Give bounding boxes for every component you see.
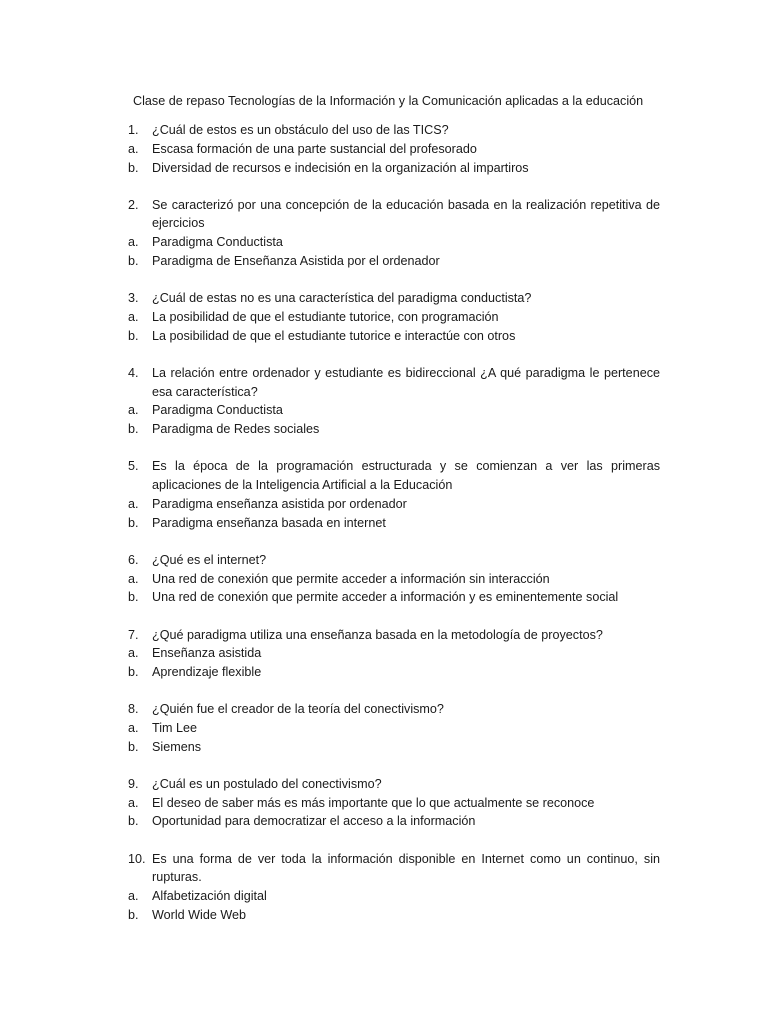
answer-option [128, 401, 660, 420]
answer-option [128, 327, 660, 346]
option-text: Diversidad de recursos e indecisión en la organización al impartiros [152, 160, 529, 175]
option-text: Alfabetización digital [152, 889, 267, 904]
question-number: 2. [128, 197, 139, 212]
answer-option [128, 252, 660, 271]
option-letter: a. [128, 235, 139, 250]
document-title: Clase de repaso Tecnologías de la Información y la Comunicación aplicadas a la educación [133, 94, 644, 108]
question-number: 6. [128, 552, 139, 567]
question-block [128, 196, 660, 271]
question-stem [128, 121, 660, 140]
option-letter: b. [128, 254, 139, 269]
option-letter: b. [128, 422, 139, 437]
option-letter: a. [128, 496, 139, 511]
question-text: ¿Cuál es un postulado del conectivismo? [152, 776, 382, 791]
question-text: Es la época de la programación estructurada y se comienzan a ver las primeras aplicaciones de la Inteligencia Artificial a la Educación [152, 459, 660, 493]
question-number: 9. [128, 776, 139, 791]
option-letter: a. [128, 795, 139, 810]
question-stem [128, 289, 660, 308]
answer-option [128, 794, 660, 813]
answer-option [128, 906, 660, 925]
option-text: Siemens [152, 739, 201, 754]
answer-option [128, 570, 660, 589]
option-text: Paradigma de Redes sociales [152, 422, 320, 437]
answer-option [128, 738, 660, 757]
option-letter: a. [128, 141, 139, 156]
question-list [128, 121, 660, 943]
option-letter: b. [128, 739, 139, 754]
question-stem [128, 364, 660, 402]
option-text: Aprendizaje flexible [152, 665, 262, 680]
option-text: World Wide Web [152, 907, 247, 922]
option-letter: a. [128, 646, 139, 661]
question-stem [128, 850, 660, 888]
option-text: El deseo de saber más es más importante que lo que actualmente se reconoce [152, 795, 595, 810]
option-letter: b. [128, 814, 139, 829]
answer-option [128, 514, 660, 533]
question-block [128, 121, 660, 177]
option-text: Paradigma Conductista [152, 235, 283, 250]
answer-option [128, 812, 660, 831]
question-stem [128, 551, 660, 570]
answer-option [128, 588, 660, 607]
option-text: Paradigma de Enseñanza Asistida por el ordenador [152, 254, 440, 269]
option-text: Oportunidad para democratizar el acceso a la información [152, 814, 476, 829]
answer-option [128, 719, 660, 738]
option-letter: a. [128, 403, 139, 418]
question-text: La relación entre ordenador y estudiante es bidireccional ¿A qué paradigma le pertenece esa característica? [152, 365, 660, 399]
question-stem [128, 626, 660, 645]
option-text: Paradigma Conductista [152, 403, 283, 418]
option-text: Paradigma enseñanza asistida por ordenador [152, 496, 407, 511]
answer-option [128, 233, 660, 252]
question-number: 10. [128, 851, 146, 866]
answer-option [128, 495, 660, 514]
answer-option [128, 140, 660, 159]
option-letter: b. [128, 515, 139, 530]
question-text: ¿Quién fue el creador de la teoría del conectivismo? [152, 702, 444, 717]
answer-option [128, 159, 660, 178]
question-text: Es una forma de ver toda la información disponible en Internet como un continuo, sin rupturas. [152, 851, 660, 885]
option-text: Enseñanza asistida [152, 646, 262, 661]
question-block [128, 775, 660, 831]
question-block [128, 551, 660, 607]
question-block [128, 364, 660, 439]
question-stem [128, 196, 660, 234]
option-text: La posibilidad de que el estudiante tutorice, con programación [152, 309, 499, 324]
question-block [128, 626, 660, 682]
answer-option [128, 887, 660, 906]
answer-option [128, 663, 660, 682]
answer-option [128, 644, 660, 663]
option-text: Paradigma enseñanza basada en internet [152, 515, 386, 530]
option-letter: b. [128, 590, 139, 605]
question-text: ¿Qué paradigma utiliza una enseñanza basada en la metodología de proyectos? [152, 627, 603, 642]
question-block [128, 457, 660, 532]
question-stem [128, 700, 660, 719]
option-letter: b. [128, 160, 139, 175]
option-letter: a. [128, 889, 139, 904]
answer-option [128, 420, 660, 439]
question-block [128, 700, 660, 756]
option-letter: a. [128, 309, 139, 324]
question-number: 3. [128, 291, 139, 306]
question-text: Se caracterizó por una concepción de la educación basada en la realización repetitiva de ejercicios [152, 197, 660, 231]
question-number: 4. [128, 365, 139, 380]
question-number: 8. [128, 702, 139, 717]
option-letter: b. [128, 665, 139, 680]
question-text: ¿Cuál de estos es un obstáculo del uso de las TICS? [152, 123, 449, 137]
question-stem [128, 775, 660, 794]
option-text: Una red de conexión que permite acceder a información y es eminentemente social [152, 590, 619, 605]
question-number: 7. [128, 627, 139, 642]
option-letter: b. [128, 328, 139, 343]
option-letter: b. [128, 907, 139, 922]
option-text: La posibilidad de que el estudiante tutorice e interactúe con otros [152, 328, 516, 343]
option-text: Una red de conexión que permite acceder a información sin interacción [152, 571, 550, 586]
question-text: ¿Qué es el internet? [152, 552, 267, 567]
question-number: 5. [128, 459, 139, 474]
option-text: Tim Lee [152, 721, 198, 735]
answer-option [128, 308, 660, 327]
option-text: Escasa formación de una parte sustancial del profesorado [152, 141, 477, 156]
question-stem [128, 457, 660, 495]
option-letter: a. [128, 721, 139, 735]
option-letter: a. [128, 571, 139, 586]
question-number: 1. [128, 123, 139, 137]
question-text: ¿Cuál de estas no es una característica del paradigma conductista? [152, 291, 532, 306]
question-block [128, 289, 660, 345]
question-block [128, 850, 660, 925]
